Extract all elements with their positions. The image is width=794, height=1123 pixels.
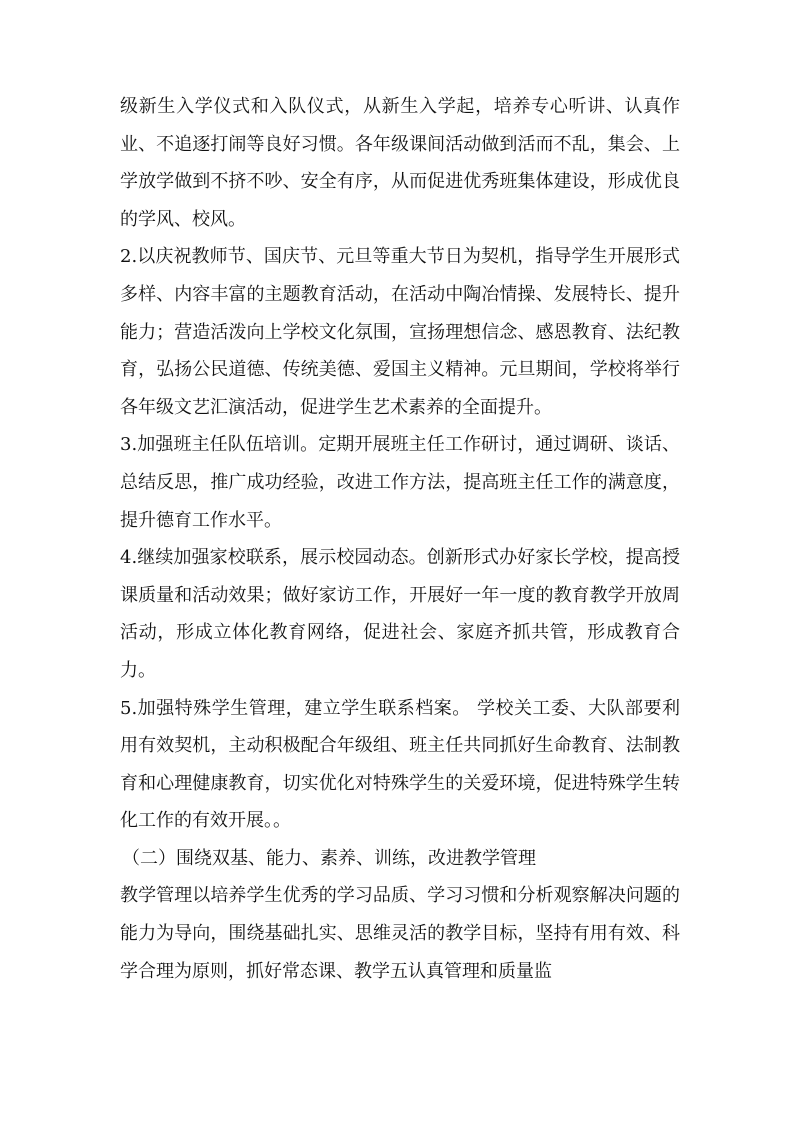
paragraph-item-4: 4.继续加强家校联系，展示校园动态。创新形式办好家长学校，提高授课质量和活动效果；做好家访工作，开展好一年一度的教育教学开放周活动，形成立体化教育网络，促进社会、家庭齐抓共管，形成教育合力。	[120, 547, 680, 681]
body-text	[120, 88, 680, 990]
paragraph-item-3: 3.加强班主任队伍培训。定期开展班主任工作研讨，通过调研、谈话、总结反思，推广成功经验，改进工作方法，提高班主任工作的满意度，提升德育工作水平。	[120, 434, 680, 531]
paragraph-intro-continued: 级新生入学仪式和入队仪式，从新生入学起，培养专心听讲、认真作业、不追逐打闹等良好习惯。各年级课间活动做到活而不乱，集会、上学放学做到不挤不吵、安全有序，从而促进优秀班集体建设，形成优良的学风、校风。	[120, 96, 680, 230]
paragraph-item-2: 2.以庆祝教师节、国庆节、元旦等重大节日为契机，指导学生开展形式多样、内容丰富的主题教育活动，在活动中陶冶情操、发展特长、提升能力；营造活泼向上学校文化氛围，宣扬理想信念、感恩教育、法纪教育，弘扬公民道德、传统美德、爱国主义精神。元旦期间，学校将举行各年级文艺汇演活动，促进学生艺术素养的全面提升。	[120, 246, 680, 418]
paragraph-teaching-management: 教学管理以培养学生优秀的学习品质、学习习惯和分析观察解决问题的能力为导向，围绕基础扎实、思维灵活的教学目标，坚持有用有效、科学合理为原则，抓好常态课、教学五认真管理和质量监	[120, 885, 680, 982]
section-heading: （二）围绕双基、能力、素养、训练，改进教学管理	[122, 847, 536, 869]
paragraph-item-5: 5.加强特殊学生管理，建立学生联系档案。 学校关工委、大队部要利用有效契机，主动积极配合年级组、班主任共同抓好生命教育、法制教育和心理健康教育，切实优化对特殊学生的关爱环境，促进特殊学生转化工作的有效开展。。	[120, 697, 680, 832]
